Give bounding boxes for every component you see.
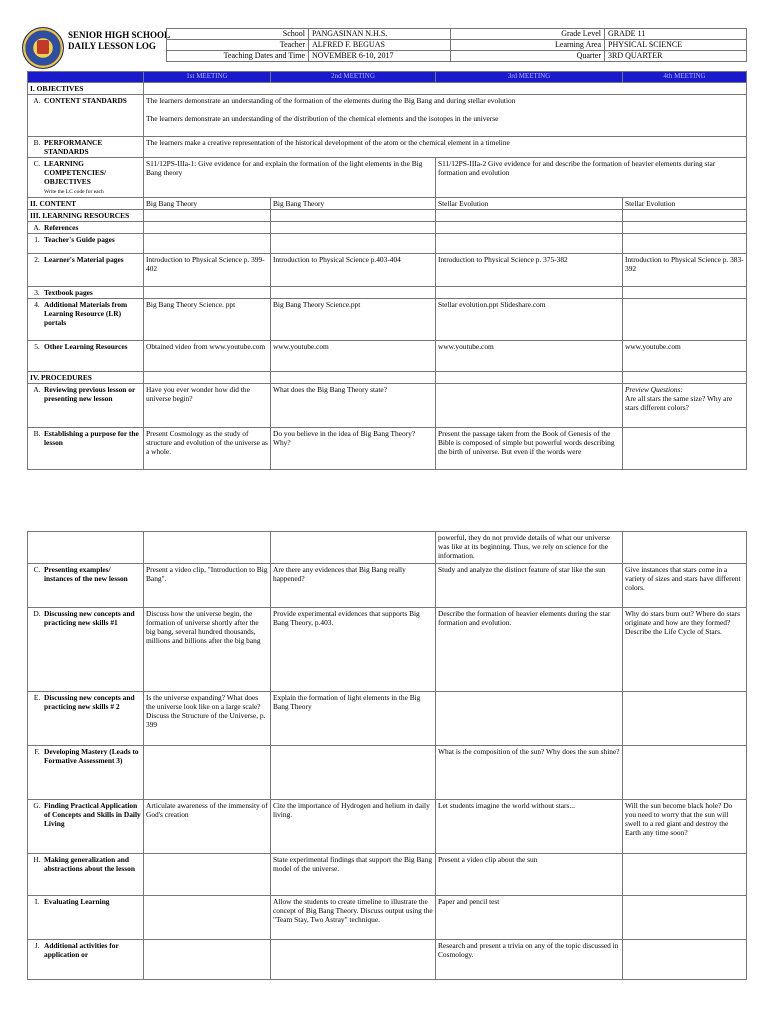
meeting-2: 2nd MEETING <box>271 72 436 83</box>
discuss1-2: Provide experimental evidences that supports Big Bang Theory, p.403. <box>271 608 436 692</box>
school-label: School <box>167 29 309 40</box>
meeting-3: 3rd MEETING <box>436 72 623 83</box>
dates-label: Teaching Dates and Time <box>167 51 309 62</box>
mastery-3: What is the composition of the sun? Why does the sun shine? <box>436 746 623 800</box>
dates-value: NOVEMBER 6-10, 2017 <box>309 51 451 62</box>
competencies-note: Write the LC code for each <box>44 189 104 195</box>
row-letter: B. <box>33 429 41 438</box>
competencies-label: LEARNING COMPETENCIES/ OBJECTIVES <box>44 159 107 186</box>
discuss1-3: Describe the formation of heavier elements during the star formation and evolution. <box>436 608 623 692</box>
generalization-2: State experimental findings that support the Big Bang model of the universe. <box>271 854 436 896</box>
presenting-4: Give instances that stars come in a variety of sizes and stars have different colors. <box>623 564 747 608</box>
row-letter: J. <box>34 941 40 950</box>
generalization-3: Present a video clip about the sun <box>436 854 623 896</box>
evaluating-2: Allow the students to create timeline to illustrate the concept of Big Bang Theory. Discuss output using the "Team Stay, Two Astray" technique. <box>271 896 436 940</box>
presenting-2: Are there any evidences that Big Bang really happened? <box>271 564 436 608</box>
meetings-header-row <box>28 72 747 83</box>
teacher-label: Teacher <box>167 40 309 51</box>
mastery-label: Developing Mastery (Leads to Formative Assessment 3) <box>44 747 139 765</box>
learner-3: Introduction to Physical Science p. 375-382 <box>436 254 623 287</box>
row-letter: 1. <box>34 235 40 244</box>
school-value: PANGASINAN N.H.S. <box>309 29 451 40</box>
reviewing-2: What does the Big Bang Theory state? <box>271 384 436 428</box>
area-value: PHYSICAL SCIENCE <box>605 40 747 51</box>
seal-emblem-icon <box>37 40 49 54</box>
other-4: www.youtube.com <box>623 341 747 372</box>
grade-value: GRADE 11 <box>605 29 747 40</box>
row-letter: C. <box>33 159 41 168</box>
row-letter: C. <box>33 565 41 574</box>
content-4: Stellar Evolution <box>623 198 747 210</box>
competency-right: S11/12PS-IIIa-2 Give evidence for and describe the formation of heavier elements during star formation and evolution <box>436 158 747 198</box>
discuss2-label: Discussing new concepts and practicing new skills # 2 <box>44 693 135 711</box>
meeting-4: 4th MEETING <box>623 72 747 83</box>
row-letter: B. <box>33 138 41 147</box>
quarter-value: 3RD QUARTER <box>605 51 747 62</box>
reviewing-label: Reviewing previous lesson or presenting new lesson <box>44 385 136 403</box>
learner-1: Introduction to Physical Science p. 399-402 <box>144 254 271 287</box>
other-1: Obtained video from www.youtube.com <box>144 341 271 372</box>
discuss2-1: Is the universe expanding? What does the universe look like on a large scale? Discuss the Structure of the Universe, p. 399 <box>144 692 271 746</box>
area-label: Learning Area <box>451 40 605 51</box>
content-standard-2: The learners demonstrate an understanding of the distribution of the chemical elements and the isotopes in the universe <box>146 114 499 123</box>
practical-3: Let students imagine the world without stars... <box>436 800 623 854</box>
info-table <box>166 28 747 62</box>
log-title: DAILY LESSON LOG <box>68 41 156 51</box>
other-3: www.youtube.com <box>436 341 623 372</box>
grade-label: Grade Level <box>451 29 605 40</box>
presenting-label: Presenting examples/ instances of the new lesson <box>44 565 128 583</box>
discuss1-1: Discuss how the universe begin, the formation of universe shortly after the big bang, several hundred thousands, millions and billions after the big bang <box>144 608 271 692</box>
purpose-3: Present the passage taken from the Book of Genesis of the Bible is composed of simple but powerful words describing the birth of universe. But even if the words were <box>436 428 623 470</box>
content-2: Big Bang Theory <box>271 198 436 210</box>
purpose-3-continued: powerful, they do not provide details of what our universe was like at its beginning. Thus, we rely on science for the information. <box>436 532 623 564</box>
preview-questions-text: Are all stars the same size? Why are stars different colors? <box>625 394 733 412</box>
lesson-table-page2 <box>27 531 747 980</box>
content-standards-label: CONTENT STANDARDS <box>44 96 127 105</box>
row-letter: 3. <box>34 288 40 297</box>
reviewing-1: Have you ever wonder how did the universe begin? <box>144 384 271 428</box>
meeting-1: 1st MEETING <box>144 72 271 83</box>
resources-heading: III. LEARNING RESOURCES <box>28 210 144 222</box>
discuss1-4: Why do stars burn out? Where do stars originate and how are they formed? Describe the Life Cycle of Stars. <box>623 608 747 692</box>
objectives-heading: I. OBJECTIVES <box>28 83 144 95</box>
procedures-heading: IV. PROCEDURES <box>28 372 144 384</box>
row-letter: 2. <box>34 255 40 264</box>
other-2: www.youtube.com <box>271 341 436 372</box>
additional-3: Stellar evolution.ppt Slideshare.com <box>436 299 623 341</box>
additional-activities-3: Research and present a trivia on any of the topic discussed in Cosmology. <box>436 940 623 980</box>
guide-label: Teacher's Guide pages <box>44 235 115 244</box>
school-name: SENIOR HIGH SCHOOL <box>68 30 171 40</box>
additional-2: Big Bang Theory Science.ppt <box>271 299 436 341</box>
content-heading: II. CONTENT <box>28 198 144 210</box>
generalization-label: Making generalization and abstractions about the lesson <box>44 855 135 873</box>
row-letter: H. <box>33 855 41 864</box>
performance-standard-text: The learners make a creative representation of the historical development of the atom or the chemical element in a timeline <box>144 137 747 158</box>
row-letter: I. <box>34 897 40 906</box>
additional-materials-label: Additional Materials from Learning Resource (LR) portals <box>44 300 128 327</box>
evaluating-label: Evaluating Learning <box>44 897 110 906</box>
references-label: References <box>44 223 79 232</box>
learner-4: Introduction to Physical Science p. 383-392 <box>623 254 747 287</box>
content-1: Big Bang Theory <box>144 198 271 210</box>
presenting-3: Study and analyze the distinct feature of star like the sun <box>436 564 623 608</box>
practical-2: Cite the importance of Hydrogen and helium in daily living. <box>271 800 436 854</box>
lesson-table-page1 <box>27 71 747 470</box>
additional-1: Big Bang Theory Science. ppt <box>144 299 271 341</box>
competency-left: S11/12PS-IIIa-1: Give evidence for and explain the formation of the light elements in the Big Bang theory <box>144 158 436 198</box>
additional-activities-label: Additional activities for application or <box>44 941 119 959</box>
purpose-2: Do you believe in the idea of Big Bang Theory? Why? <box>271 428 436 470</box>
practical-label: Finding Practical Application of Concepts and Skills in Daily Living <box>44 801 141 828</box>
learner-2: Introduction to Physical Science p.403-404 <box>271 254 436 287</box>
content-standard-1: The learners demonstrate an understanding of the formation of the elements during the Big Bang and during stellar evolution <box>146 96 516 105</box>
learner-material-label: Learner's Material pages <box>44 255 124 264</box>
purpose-1: Present Cosmology as the study of structure and evolution of the universe as a whole. <box>144 428 271 470</box>
content-3: Stellar Evolution <box>436 198 623 210</box>
row-letter: A. <box>33 96 41 105</box>
row-letter: A. <box>33 385 41 394</box>
row-letter: A. <box>33 223 41 232</box>
row-letter: F. <box>34 747 40 756</box>
teacher-value: ALFRED F. BEGUAS <box>309 40 451 51</box>
preview-questions-heading: Preview Questions: <box>625 385 683 394</box>
purpose-label: Establishing a purpose for the lesson <box>44 429 139 447</box>
school-seal-logo <box>22 27 64 69</box>
presenting-1: Present a video clip, "Introduction to Big Bang". <box>144 564 271 608</box>
performance-standards-label: PERFORMANCE STANDARDS <box>44 138 103 156</box>
row-letter: 5. <box>34 342 40 351</box>
practical-4: Will the sun become black hole? Do you need to worry that the sun will swell to a red giant and destroy the Earth any time soon? <box>623 800 747 854</box>
row-letter: E. <box>33 693 41 702</box>
discuss1-label: Discussing new concepts and practicing new skills #1 <box>44 609 135 627</box>
discuss2-2: Explain the formation of light elements in the Big Bang Theory <box>271 692 436 746</box>
other-resources-label: Other Learning Resources <box>44 342 128 351</box>
textbook-label: Textbook pages <box>44 288 93 297</box>
row-letter: 4. <box>34 300 40 309</box>
quarter-label: Quarter <box>451 51 605 62</box>
row-letter: D. <box>33 609 41 618</box>
practical-1: Articulate awareness of the immensity of God's creation <box>144 800 271 854</box>
row-letter: G. <box>33 801 41 810</box>
evaluating-3: Paper and pencil test <box>436 896 623 940</box>
